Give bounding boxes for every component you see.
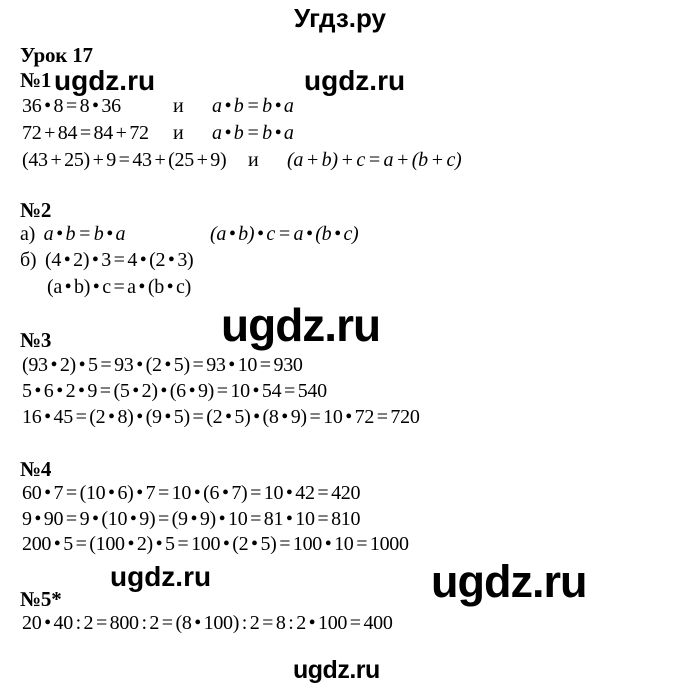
numeric-expression: (93 • 2) • 5 = 93 • (2 • 5) = 93 • 10 = 930 (22, 354, 303, 376)
literal-formula: (a + b) + c = a + (b + c) (287, 149, 462, 171)
math-row-p4-2 (0, 508, 680, 532)
math-row-p1-3 (0, 149, 680, 173)
watermark-ugdz-5: ugdz.ru (431, 556, 587, 607)
problem-label-5: №5* (20, 587, 62, 611)
literal-formula: a • b = b • a (212, 122, 294, 144)
numeric-expression: 16 • 45 = (2 • 8) • (9 • 5) = (2 • 5) • (8 • 9) = 10 • 72 = 720 (22, 406, 420, 428)
item-letter: а) (20, 223, 35, 245)
math-row-p4-3 (0, 533, 680, 557)
watermark-ugdz-1: ugdz.ru (54, 65, 156, 96)
item-a (20, 223, 125, 246)
watermark-ugdz-4: ugdz.ru (110, 561, 212, 592)
problem-label-4: №4 (20, 457, 52, 481)
math-row-p3-2 (0, 380, 680, 404)
math-row-p3-3 (0, 406, 680, 430)
watermark-ugdz-2: ugdz.ru (304, 65, 406, 96)
problem-label-3: №3 (20, 328, 52, 352)
numeric-expression: 60 • 7 = (10 • 6) • 7 = 10 • (6 • 7) = 10 • 42 = 420 (22, 482, 361, 504)
problem-label-1: №1 (20, 68, 52, 92)
numeric-expression: (4 • 2) • 3 = 4 • (2 • 3) (44, 249, 194, 271)
numeric-expression: 20 • 40 : 2 = 800 : 2 = (8 • 100) : 2 = 8 : 2 • 100 = 400 (22, 612, 393, 634)
watermark-ugdz-3: ugdz.ru (221, 299, 381, 351)
numeric-expression: 5 • 6 • 2 • 9 = (5 • 2) • (6 • 9) = 10 • 54 = 540 (22, 380, 327, 402)
conjunction: и (173, 95, 184, 117)
math-row-p5-1 (0, 612, 680, 636)
math-row-p4-1 (0, 482, 680, 506)
math-row-p2-a (0, 223, 680, 247)
math-row-p1-2 (0, 122, 680, 146)
literal-formula: (a • b) • c = a • (b • c) (210, 223, 359, 245)
numeric-expression: 9 • 90 = 9 • (10 • 9) = (9 • 9) • 10 = 81 • 10 = 810 (22, 508, 361, 530)
conjunction: и (173, 122, 184, 144)
item-b (20, 249, 193, 272)
numeric-expression: 72 + 84 = 84 + 72 (22, 122, 149, 144)
math-row-p2-b (0, 249, 680, 273)
conjunction: и (248, 149, 259, 171)
math-row-p1-1 (0, 95, 680, 119)
problem-label-2: №2 (20, 198, 52, 222)
literal-formula: a • b = b • a (43, 223, 126, 245)
numeric-expression: 36 • 8 = 8 • 36 (22, 95, 121, 117)
math-row-p3-1 (0, 354, 680, 378)
literal-formula: (a • b) • c = a • (b • c) (47, 276, 191, 298)
literal-formula: a • b = b • a (212, 95, 294, 117)
math-row-p2-c (0, 276, 680, 300)
site-title: Угдз.ру (294, 3, 386, 33)
lesson-title: Урок 17 (20, 43, 93, 67)
item-letter: б) (20, 249, 37, 271)
watermark-ugdz-6: ugdz.ru (293, 656, 380, 684)
numeric-expression: (43 + 25) + 9 = 43 + (25 + 9) (22, 149, 227, 171)
numeric-expression: 200 • 5 = (100 • 2) • 5 = 100 • (2 • 5) = 100 • 10 = 1000 (22, 533, 409, 555)
